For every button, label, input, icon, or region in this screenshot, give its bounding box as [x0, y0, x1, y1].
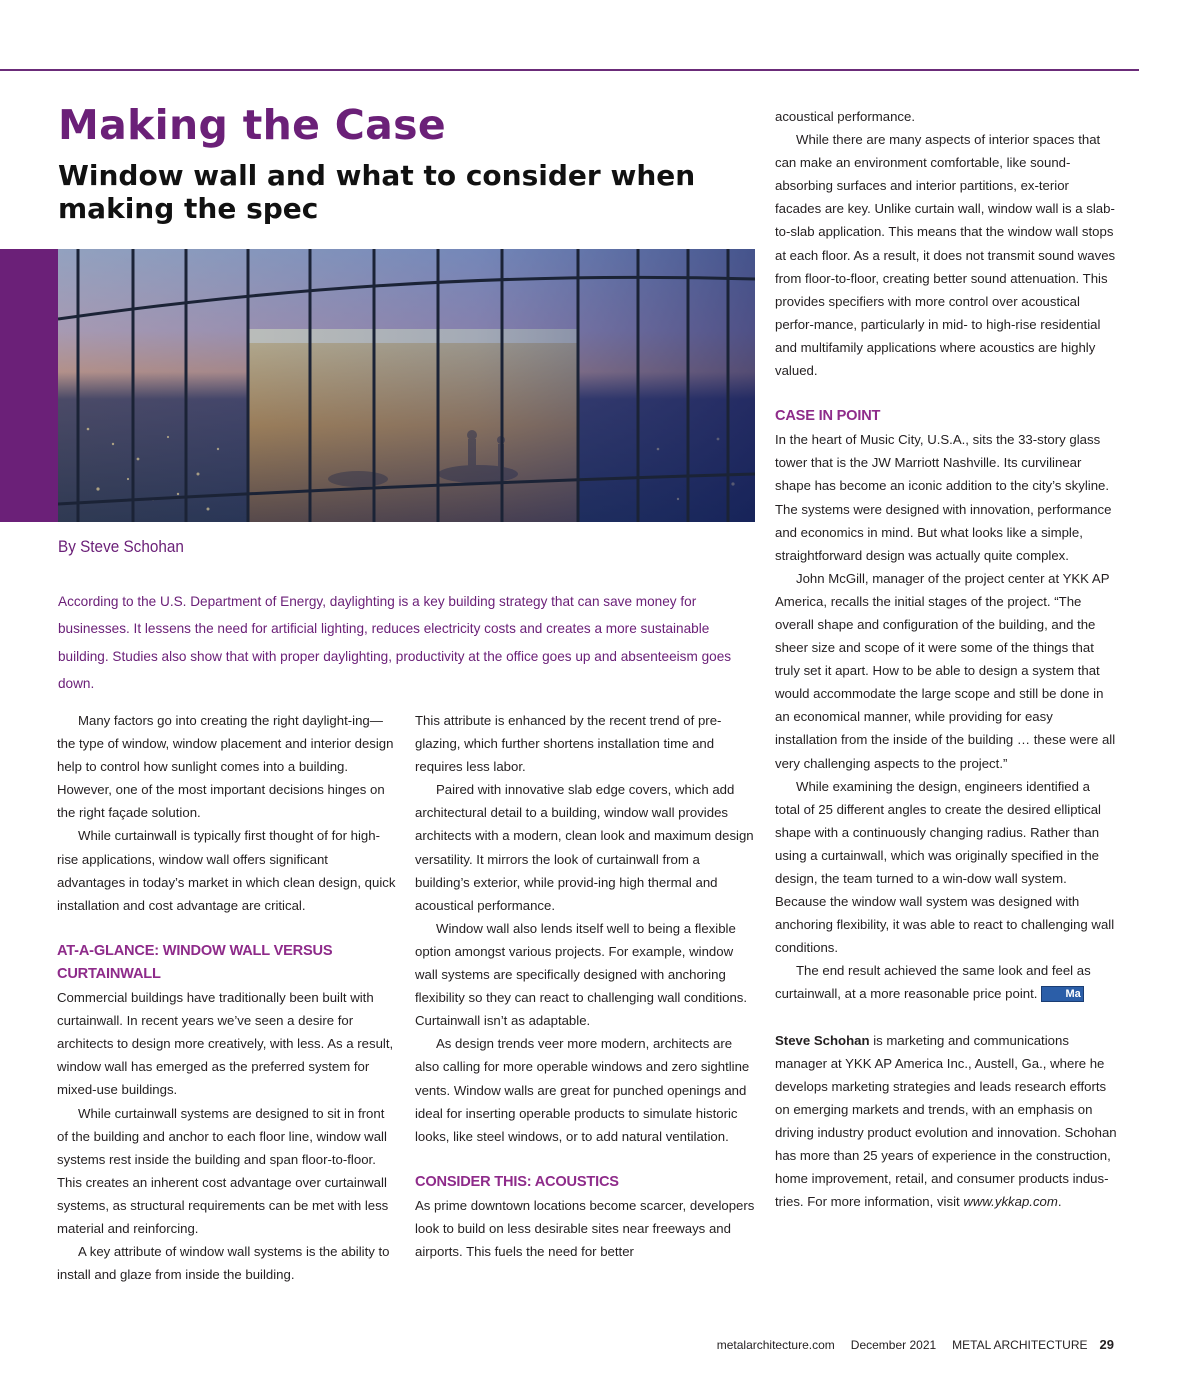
paragraph: Window wall also lends itself well to being a flexible option amongst various projects. For example, window wall systems are specifically designed with anchoring flexibility so they can react to challenging wall conditions. Curtainwall isn’t as adaptable.	[415, 920, 748, 1029]
section-heading: CONSIDER THIS: ACOUSTICS	[415, 1173, 619, 1190]
author-name: Steve Schohan	[775, 1032, 870, 1048]
byline: By Steve Schohan	[58, 537, 184, 556]
end-mark-icon: Ma	[1041, 986, 1083, 1002]
intro-paragraph: According to the U.S. Department of Energy, daylighting is a key building strategy that can save money for businesses. It lessens the need for artificial lighting, reduces electricity costs and creates a more sustainable building. Studies also show that with proper daylighting, productivity at the office goes up and absenteeism goes down.	[58, 594, 732, 691]
paragraph-final	[775, 959, 1117, 1005]
column-3	[775, 105, 1117, 1213]
top-rule	[0, 69, 1139, 71]
paragraph: acoustical performance.	[775, 109, 916, 124]
accent-band	[0, 249, 58, 522]
article-subtitle: Window wall and what to consider when making the spec	[58, 159, 696, 225]
article-title: Making the Case	[58, 101, 446, 149]
paragraph: Commercial buildings have traditionally been built with curtainwall. In recent years we’ve seen a desire for architects to design more creatively, with less. As a result, window wall has emerged as the preferred system for mixed-use buildings.	[57, 990, 394, 1098]
paragraph: This attribute is enhanced by the recent trend of pre-glazing, which further shortens installation time and requires less labor.	[415, 713, 722, 775]
paragraph: While curtainwall systems are designed to sit in front of the building and anchor to each floor line, window wall systems rest inside the building and span floor-to-floor. This creates an inherent cost advantage over curtainwall systems, as structural requirements can be met with less material and reinforcing.	[57, 1105, 389, 1236]
paragraph: In the heart of Music City, U.S.A., sits the 33-story glass tower that is the JW Marriott Nashville. Its curvilinear shape has become an iconic addition to the city’s skyline. The systems were designed with innovation, performance and economics in mind. But what looks like a simple, straightforward design was actually quite complex.	[775, 432, 1112, 563]
building-photo	[58, 249, 755, 522]
section-heading: AT-A-GLANCE: WINDOW WALL VERSUS CURTAINWALL	[57, 942, 333, 982]
bio-end: .	[1057, 1194, 1062, 1210]
page-footer	[701, 1337, 1114, 1352]
column-1	[57, 709, 399, 1286]
column-2	[415, 709, 757, 1263]
paragraph: Many factors go into creating the right daylight-ing—the type of window, window placement and interior design help to control how sunlight comes into a building. However, one of the most important decisions hinges on the right façade solution.	[57, 713, 394, 821]
paragraph: While curtainwall is typically first thought of for high-rise applications, window wall offers significant advantages in today’s market in which clean design, quick installation and cost advantage are critical.	[57, 828, 396, 913]
paragraph: As design trends veer more modern, architects are also calling for more operable windows and zero sightline vents. Window walls are great for punched openings and ideal for inserting operable products to simulate historic looks, like steel windows, or to add natural ventilation.	[415, 1036, 750, 1144]
footer-site: metalarchitecture.com	[716, 1338, 835, 1352]
section-heading: CASE IN POINT	[775, 408, 881, 425]
page-number: 29	[1099, 1337, 1114, 1352]
paragraph: While there are many aspects of interior spaces that can make an environment comfortable, like sound-absorbing surfaces and interior partitions, ex-terior facades are key. Unlike curtain wall, window wall is a slab-to-slab application. This means that the window wall stops at each floor. As a result, it does not transmit sound waves from floor-to-floor, creating better sound attenuation. This provides specifiers with more control over acoustical perfor-mance, particularly in mid- to high-rise residential and multifamily applications where acoustics are highly valued.	[775, 132, 1116, 379]
footer-magazine: METAL ARCHITECTURE	[952, 1338, 1088, 1352]
footer-date: December 2021	[850, 1338, 937, 1352]
paragraph: John McGill, manager of the project center at YKK AP America, recalls the initial stages of the project. “The overall shape and configuration of the building, and the sheer size and scope of it were some of the things that truly set it apart. How to be able to design a system that would accommodate the large scope and still be done in an economical manner, while providing for easy installation from the inside of the building … these were all very challenging aspects to the project.”	[775, 570, 1116, 771]
website-link[interactable]: www.ykkap.com	[963, 1194, 1058, 1210]
paragraph: As prime downtown locations become scarcer, developers look to build on less desirable sites near freeways and airports. This fuels the need for better	[415, 1197, 755, 1260]
paragraph: A key attribute of window wall systems is the ability to install and glaze from inside the building.	[57, 1244, 390, 1283]
bio-text: is marketing and communications manager at YKK AP America Inc., Austell, Ga., where he develops marketing strategies and leads research efforts on emerging markets and trends, with an emphasis on driving industry product evolution and innovation. Schohan has more than 25 years of experience in the construction, home improvement, retail, and consumer products indus-tries. For more information, visit	[775, 1032, 1117, 1210]
paragraph: Paired with innovative slab edge covers, which add architectural detail to a building, window wall provides architects with a modern, clean look and maximum design versatility. It mirrors the look of curtainwall from a building’s exterior, while provid-ing high thermal and acoustical performance.	[415, 782, 754, 913]
paragraph: While examining the design, engineers identified a total of 25 different angles to create the desired elliptical shape with a continuously changing radius. Rather than using a curtainwall, which was originally specified in the design, the team turned to a win-dow wall system. Because the window wall system was designed with anchoring flexibility, it was able to react to challenging wall conditions.	[775, 778, 1115, 956]
paragraph-text: The end result achieved the same look and feel as curtainwall, at a more reasonable price point.	[775, 963, 1091, 1002]
author-bio	[775, 1029, 1117, 1214]
